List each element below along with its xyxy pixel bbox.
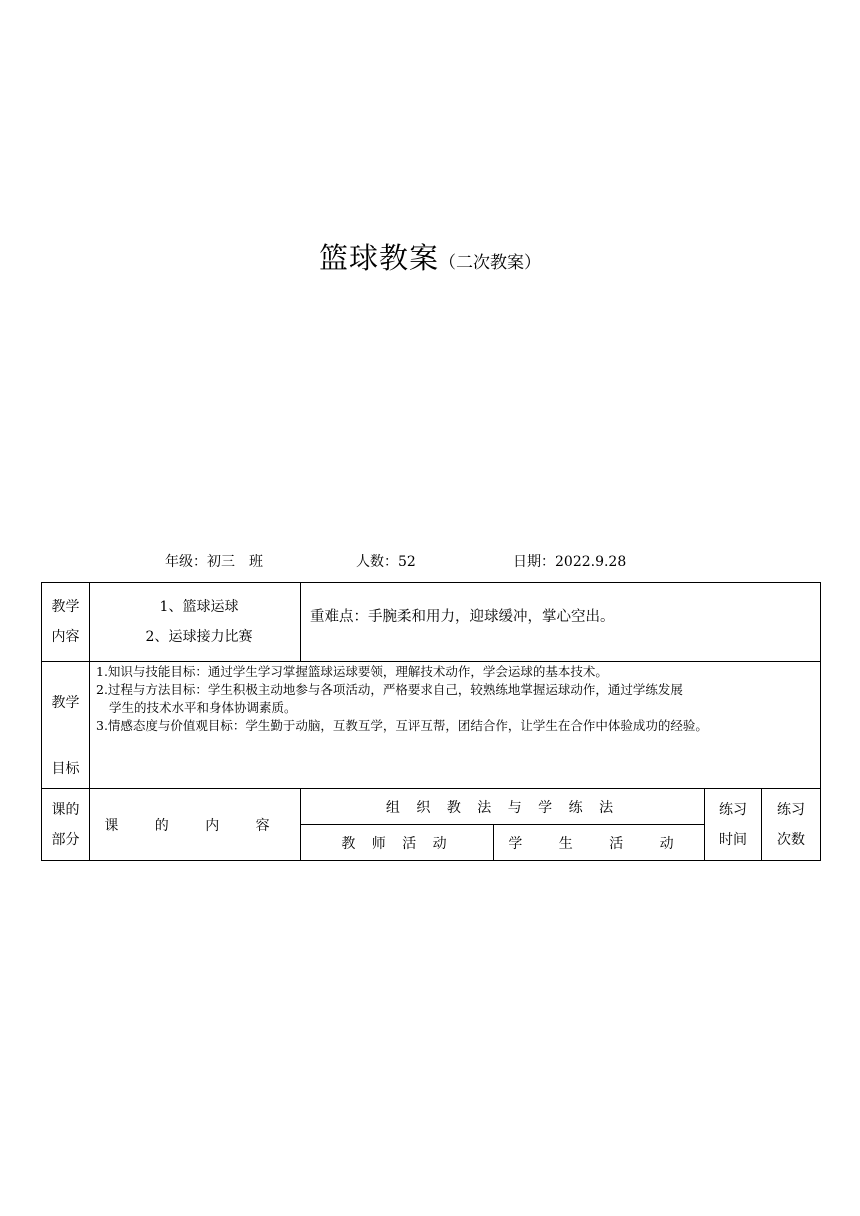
student-count-info: 人数：52 (356, 554, 416, 570)
header-row-top (42, 789, 821, 825)
lesson-part-header: 课的 部分 (42, 789, 90, 861)
grade-info: 年级：初三 班 (165, 554, 263, 570)
practice-count-header: 练习 次数 (762, 789, 821, 861)
goal-item: 3.情感态度与价值观目标：学生勤于动脑，互教互学，互评互帮，团结合作，让学生在合作中体验成功的经验。 (96, 718, 708, 733)
lesson-content-header: 课 的 内 容 (90, 789, 301, 861)
method-header: 组 织 教 法 与 学 练 法 (301, 789, 705, 825)
practice-time-header: 练习 时间 (705, 789, 762, 861)
teaching-content-label: 教学 内容 (42, 583, 90, 662)
teaching-goals-row (42, 662, 821, 789)
content-item: 2、运球接力比赛 (145, 629, 253, 645)
content-item: 1、篮球运球 (159, 599, 239, 615)
key-points: 重难点：手腕柔和用力，迎球缓冲，掌心空出。 (301, 583, 821, 662)
date-info: 日期：2022.9.28 (513, 554, 627, 570)
document-title (0, 236, 860, 277)
teacher-activity-header: 教 师 活 动 (301, 825, 494, 861)
lesson-plan-table (41, 582, 821, 861)
title-subtitle: （二次教案） (439, 253, 541, 273)
title-main: 篮球教案 (318, 241, 439, 275)
student-activity-header: 学 生 活 动 (494, 825, 705, 861)
teaching-goals-text (90, 662, 821, 789)
goal-item: 1.知识与技能目标：通过学生学习掌握篮球运球要领，理解技术动作，学会运球的基本技术。 (96, 664, 608, 679)
teaching-content-items (90, 583, 301, 662)
teaching-content-row (42, 583, 821, 662)
goal-item: 2.过程与方法目标：学生积极主动地参与各项活动，严格要求自己，较熟练地掌握运球动作，通过学练发展 (96, 682, 683, 697)
teaching-goals-label: 教学 目标 (42, 662, 90, 789)
goal-item-continuation: 学生的技术水平和身体协调素质。 (109, 700, 297, 715)
